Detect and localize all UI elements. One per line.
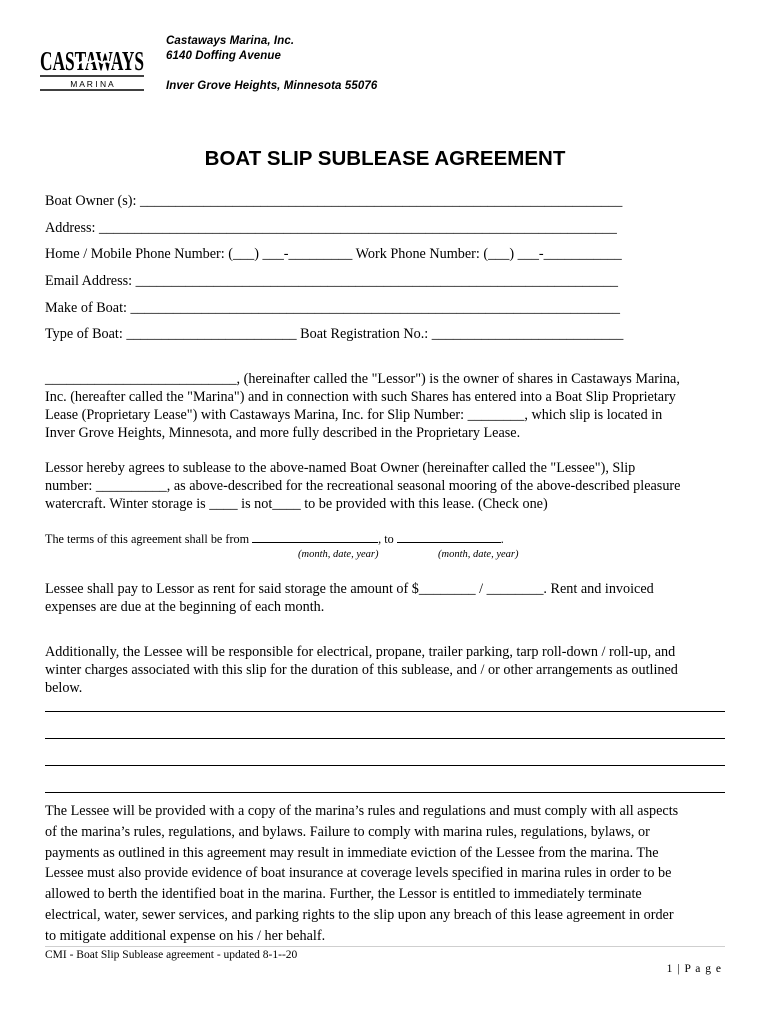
terms-suffix: . [500,532,504,546]
paragraph-line: to mitigate additional expense on his / her behalf. [45,927,326,944]
end-date-hint: (month, date, year) [438,549,519,560]
arrangements-line[interactable] [45,738,725,739]
page-number: 1 | P a g e [666,963,722,975]
address-field[interactable]: Address: _________________________________________________________________________ [45,220,617,236]
terms-middle: , to [378,532,394,546]
page-title: BOAT SLIP SUBLEASE AGREEMENT [204,147,566,170]
paragraph-line: Inc. (hereafter called the "Marina") and in connection with such Shares has entered into a Boat Slip Proprietary [45,389,676,405]
company-city: Inver Grove Heights, Minnesota 55076 [166,80,378,92]
terms-prefix: The terms of this agreement shall be from [45,532,250,546]
paragraph-line: Inver Grove Heights, Minnesota, and more fully described in the Proprietary Lease. [45,425,521,441]
phone-field[interactable]: Home / Mobile Phone Number: (___) ___-_________ Work Phone Number: (___) ___-___________ [45,246,622,262]
email-field[interactable]: Email Address: ____________________________________________________________________ [45,273,619,289]
boat-owner-field[interactable]: Boat Owner (s): ____________________________________________________________________ [45,193,623,209]
company-name: Castaways Marina, Inc. [166,35,295,47]
arrangements-line[interactable] [45,792,725,793]
sublease-paragraph [45,459,735,513]
boat-type-registration-field[interactable]: Type of Boat: ________________________ Boat Registration No.: ___________________________ [45,326,624,342]
footer-document-id: CMI - Boat Slip Sublease agreement - updated 8-1--20 [45,949,298,961]
paragraph-line: Lessor hereby agrees to sublease to the above-named Boat Owner (hereinafter called the "Lessee"), Slip [45,460,636,476]
company-street: 6140 Doffing Avenue [166,50,282,62]
rent-paragraph [45,580,735,616]
footer-divider [45,946,725,947]
paragraph-line: electrical, water, sewer services, and parking rights to the slip upon any breach of this lease agreement in order [45,906,674,923]
paragraph-line: expenses are due at the beginning of each month. [45,599,325,615]
logo-wordmark: CASTAWAYS [40,46,144,76]
start-date-hint: (month, date, year) [298,549,379,560]
lessor-paragraph [45,370,735,442]
paragraph-line: winter charges associated with this slip for the duration of this sublease, and / or other arrangements as outlined [45,662,678,678]
logo-marina-text: M A R I N A [70,79,114,89]
term-end-date-field[interactable] [397,530,501,543]
paragraph-line: Lessee shall pay to Lessor as rent for said storage the amount of $________ / ________. Rent and invoiced [45,581,654,597]
paragraph-line: ___________________________, (hereinafter called the "Lessor") is the owner of shares in Castaways Marina, [45,371,680,387]
paragraph-line: The Lessee will be provided with a copy of the marina’s rules and regulations and must comply with all aspects [45,803,679,819]
paragraph-line: Additionally, the Lessee will be responsible for electrical, propane, trailer parking, tarp roll-down / roll-up, and [45,644,676,660]
paragraph-line: allowed to berth the identified boat in the marina. Further, the Lessor is entitled to immediately terminate [45,886,642,903]
paragraph-line: payments as outlined in this agreement may result in immediate eviction of the Lessee from the marina. The [45,844,659,861]
arrangements-line[interactable] [45,765,725,766]
paragraph-line: Lease (Proprietary Lease") with Castaways Marina, Inc. for Slip Number: ________, which slip is located in [45,407,663,423]
paragraph-line: Lessee must also provide evidence of boat insurance at coverage levels specified in marina rules in order to be [45,865,672,882]
paragraph-line: below. [45,680,83,696]
rules-paragraph [45,801,735,947]
terms-line [45,530,504,548]
additional-charges-paragraph [45,643,735,697]
paragraph-line: of the marina’s rules, regulations, and bylaws. Failure to comply with marina rules, regulations, bylaws, or [45,823,650,840]
paragraph-line: watercraft. Winter storage is ____ is not____ to be provided with this lease. (Check one) [45,496,548,512]
castaways-marina-logo [38,36,146,94]
term-start-date-field[interactable] [252,530,378,543]
arrangements-line[interactable] [45,711,725,712]
boat-make-field[interactable]: Make of Boat: _____________________________________________________________________ [45,300,620,316]
paragraph-line: number: __________, as above-described for the recreational seasonal mooring of the above-described pleasure [45,478,681,494]
